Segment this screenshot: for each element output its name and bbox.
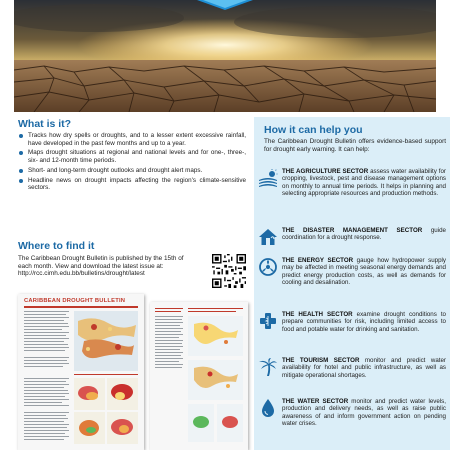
farm-icon bbox=[258, 168, 278, 188]
list-item-text: Short- and long-term drought outlooks and drought alert maps. bbox=[28, 166, 203, 174]
sector-description bbox=[282, 257, 446, 287]
bullet-icon bbox=[19, 169, 23, 173]
sector-name: THE DISASTER MANAGEMENT SECTOR bbox=[282, 227, 423, 234]
bulletin-url[interactable]: http://rcc.cimh.edu.bb/bulletins/drought/latest bbox=[18, 270, 145, 278]
list-item bbox=[18, 177, 246, 192]
house-icon bbox=[258, 227, 278, 247]
bulletin-inner-page-preview bbox=[150, 302, 248, 450]
sector-name: THE HEALTH SECTOR bbox=[282, 311, 353, 318]
how-it-can-help-heading: How it can help you bbox=[264, 124, 363, 136]
list-item bbox=[18, 167, 246, 175]
bullet-icon bbox=[19, 151, 23, 155]
sector-description bbox=[282, 227, 446, 242]
list-item-text: Maps drought situations at regional and national levels and for one-, three-, six- and 12-month time periods. bbox=[28, 149, 246, 164]
sector-description bbox=[282, 311, 446, 333]
feature-list bbox=[18, 132, 246, 194]
what-is-it-heading: What is it? bbox=[18, 118, 72, 130]
sector-name: THE AGRICULTURE SECTOR bbox=[282, 168, 369, 175]
sector-description bbox=[282, 398, 446, 428]
list-item bbox=[18, 149, 246, 164]
bulletin-cover-preview bbox=[18, 294, 144, 450]
hero-image bbox=[14, 0, 436, 112]
right-panel bbox=[254, 117, 450, 450]
bullet-icon bbox=[19, 179, 23, 183]
palm-tree-icon bbox=[258, 357, 278, 377]
sector-text: monitor and predict water levels, production and delivery needs, as well as raise public awareness of and inform government action on pending water crises. bbox=[282, 398, 446, 428]
intro-text: The Caribbean Drought Bulletin offers evidence-based support for drought early warning. It can help: bbox=[264, 138, 446, 153]
sector-text: monitor and predict water availability for hotel and public infrastructure, as well as mitigate operational shortages. bbox=[282, 357, 446, 379]
drought-alert-maps-thumbnail bbox=[188, 316, 243, 444]
title-rule bbox=[24, 306, 138, 308]
left-column bbox=[18, 118, 248, 450]
sector-name: THE WATER SECTOR bbox=[282, 398, 349, 405]
section-rule bbox=[74, 374, 138, 375]
qr-code-icon[interactable] bbox=[212, 254, 246, 288]
rainfall-maps-thumbnail bbox=[74, 378, 138, 444]
bulletin-title: CARIBBEAN DROUGHT BULLETIN bbox=[24, 298, 126, 304]
sector-description bbox=[282, 168, 446, 198]
list-item-text: Tracks how dry spells or droughts, and to a lesser extent excessive rainfall, have developed in the past few months and up to a year. bbox=[28, 132, 246, 147]
list-item-text: Headline news on drought impacts affecting the region's climate-sensitive sectors. bbox=[28, 176, 246, 192]
sector-text: gauge how hydropower supply may be affected in meeting seasonal energy demands and predict energy production costs, as well as demands for cooling and desalination. bbox=[282, 257, 446, 287]
cracked-earth-sunset-image bbox=[14, 0, 436, 112]
sector-text: assess water availability for cropping, livestock, pest and disease management options on monthly to annual time periods. It helps in planning and selecting appropriate resources and production methods. bbox=[282, 168, 446, 198]
sector-text: examine drought conditions to prepare communities for risk, including limited access to food and potable water for drinking and sanitation. bbox=[282, 311, 446, 333]
water-drop-icon bbox=[258, 398, 278, 418]
list-item bbox=[18, 132, 246, 147]
sector-description bbox=[282, 357, 446, 379]
sector-text: guide coordination for a drought response. bbox=[282, 227, 446, 242]
bullet-icon bbox=[19, 134, 23, 138]
header-arrow-badge bbox=[197, 0, 253, 10]
where-to-find-heading: Where to find it bbox=[18, 240, 95, 252]
drought-map-thumbnail bbox=[74, 311, 138, 371]
sector-name: THE ENERGY SECTOR bbox=[282, 257, 354, 264]
energy-icon bbox=[258, 257, 278, 277]
where-to-find-text bbox=[18, 255, 198, 278]
sector-name: THE TOURISM SECTOR bbox=[282, 357, 360, 364]
health-icon bbox=[258, 311, 278, 331]
publication-info: The Caribbean Drought Bulletin is published by the 15th of each month. View and download the latest issue at: bbox=[18, 255, 184, 270]
